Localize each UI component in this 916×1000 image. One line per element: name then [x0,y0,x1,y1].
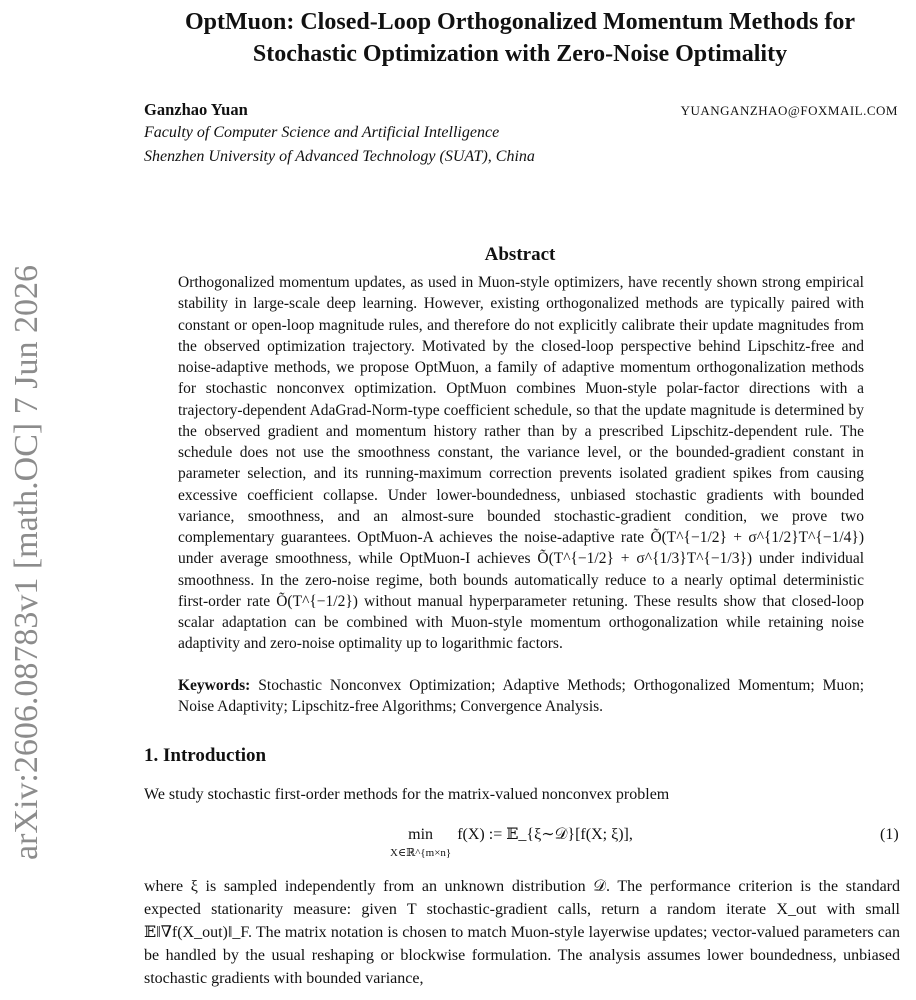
abstract-text: Orthogonalized momentum updates, as used in Muon-style optimizers, have recently shown strong empirical stability in large-scale deep learning. However, existing orthogonalized methods are typically paired with constant or open-loop magnitude rules, and therefore do not explicitly calibrate their update magnitudes from the observed optimization trajectory. Motivated by the closed-loop perspective behind Lipschitz-free and noise-adaptive methods, we propose OptMuon, a family of adaptive momentum orthogonalization methods for stochastic nonconvex optimization. OptMuon combines Muon-style polar-factor directions with a trajectory-dependent AdaGrad-Norm-type coefficient schedule, so that the update magnitude is determined by the observed gradient and momentum history rather than by a prescribed Lipschitz-dependent rule. The schedule does not use the smoothness constant, the variance level, or the bounded-gradient constant in parameter selection, and its running-maximum correction prevents isolated gradient spikes from causing excessive coefficient collapse. Under lower-boundedness, unbiased stochastic gradients with bounded variance, smoothness, and an almost-sure bounded stochastic-gradient condition, we prove two complementary guarantees. OptMuon-A achieves the noise-adaptive rate Õ(T^{−1/2} + σ^{1/2}T^{−1/4}) under average smoothness, while OptMuon-I achieves Õ(T^{−1/2} + σ^{1/3}T^{−1/3}) under individual smoothness. In the zero-noise regime, both bounds automatically reduce to a nearly optimal deterministic first-order rate Õ(T^{−1/2}) without manual hyperparameter retuning. These results show that closed-loop scalar adaptation can be combined with Muon-style momentum orthogonalization while retaining noise adaptivity and zero-noise optimality up to logarithmic factors. [178,274,864,653]
equation-min: min [408,826,434,843]
equation-subscript: X∈ℝ^{m×n} [390,847,452,859]
title-line-1: OptMuon: Closed-Loop Orthogonalized Momentum Methods for [185,9,855,35]
keywords-text: Stochastic Nonconvex Optimization; Adaptive Methods; Orthogonalized Momentum; Muon; Noise Adaptivity; Lipschitz-free Algorithms; Convergence Analysis. [178,677,864,716]
arxiv-stamp: arXiv:2606.08783v1 [math.OC] 7 Jun 2026 [8,265,45,860]
equation-rhs: f(X) := 𝔼_{ξ∼𝒟}[f(X; ξ)], [457,826,633,843]
equation-number: (1) [880,826,899,843]
abstract-heading: Abstract [484,244,556,265]
title-line-2: Stochastic Optimization with Zero-Noise Optimality [252,41,788,67]
keywords-label: Keywords: [178,677,251,694]
paper-title [120,6,916,70]
equation-operator [390,826,451,862]
affiliation-line-2: Shenzhen University of Advanced Technology (SUAT), China [144,148,535,165]
section-heading-introduction: 1. Introduction [144,745,267,766]
equation-1 [390,826,633,862]
intro-paragraph-2: where ξ is sampled independently from an unknown distribution 𝒟. The performance criterion is the standard expected stationarity measure: given T stochastic-gradient calls, return a random iterate X_out with small 𝔼‖∇f(X_out)‖_F. The matrix notation is chosen to match Muon-style layerwise updates; vector-valued parameters can be handled by the usual reshaping or blockwise formulation. The analysis assumes lower boundedness, unbiased stochastic gradients with bounded variance, [144,878,900,987]
affiliation-line-1: Faculty of Computer Science and Artificial Intelligence [144,124,500,141]
intro-paragraph-1: We study stochastic first-order methods for the matrix-valued nonconvex problem [144,786,670,803]
keywords [178,675,864,718]
author-email[interactable]: YUANGANZHAO@FOXMAIL.COM [680,103,898,118]
author-name: Ganzhao Yuan [144,100,248,119]
